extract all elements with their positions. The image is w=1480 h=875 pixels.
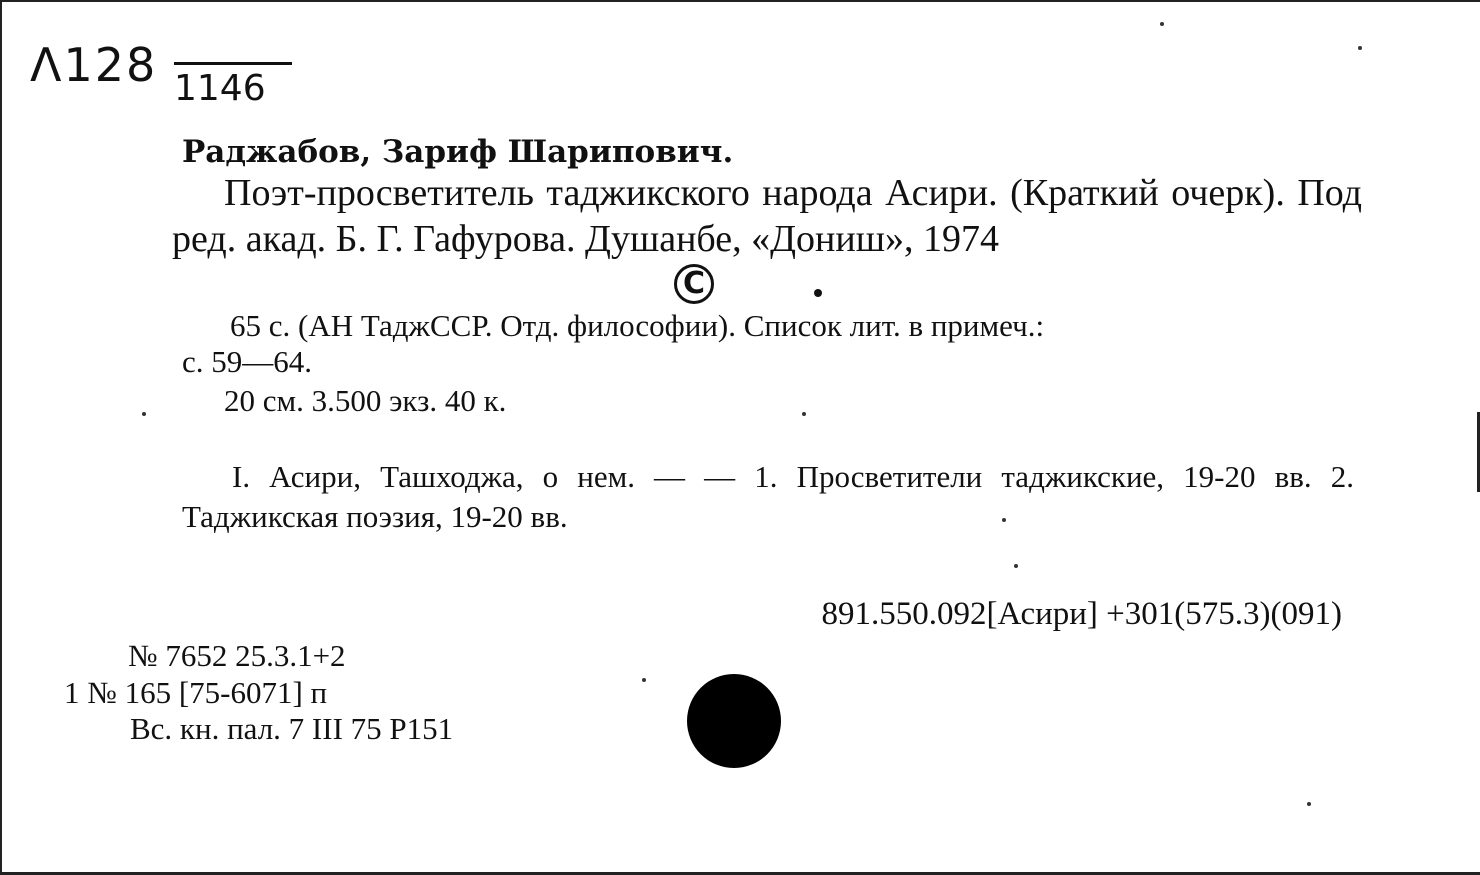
period-mark: [814, 289, 822, 297]
speck: [642, 678, 646, 682]
speck: [1014, 564, 1018, 568]
copyright-icon: C: [674, 264, 714, 304]
speck: [1160, 22, 1164, 26]
punch-hole: [687, 674, 781, 768]
registration-number: 1 № 165 [75-6071] п: [64, 675, 328, 710]
classification-number: 891.550.092[Асири] +301(575.3)(091): [821, 596, 1342, 632]
speck: [1358, 46, 1362, 50]
speck: [1307, 802, 1311, 806]
speck: [802, 412, 806, 416]
accession-number: № 7652 25.3.1+2: [128, 638, 346, 673]
speck: [1002, 518, 1006, 522]
physical-description: 65 с. (АН ТаджССР. Отд. философии). Список лит. в примеч.:: [230, 308, 1045, 343]
size-edition-price: 20 см. 3.500 экз. 40 к.: [224, 383, 507, 418]
author-heading: Раджабов, Зариф Шарипович.: [182, 134, 734, 170]
subject-headings: I. Асири, Ташходжа, о нем. — — 1. Просветители таджикские, 19-20 вв. 2. Таджикская поэзия, 19-20 вв.: [182, 459, 1354, 534]
chamber-stamp: Вс. кн. пал. 7 III 75 Р151: [130, 711, 454, 746]
shelf-mark: Λ128: [30, 38, 158, 92]
bibliography-pages: с. 59—64.: [182, 344, 313, 379]
shelf-mark-sub: 1146: [174, 62, 292, 107]
title-statement: Поэт-просветитель таджикского народа Асири. (Краткий очерк). Под ред. акад. Б. Г. Гафурова. Душанбе, «Дониш», 1974: [172, 172, 1362, 260]
speck: [142, 412, 146, 416]
